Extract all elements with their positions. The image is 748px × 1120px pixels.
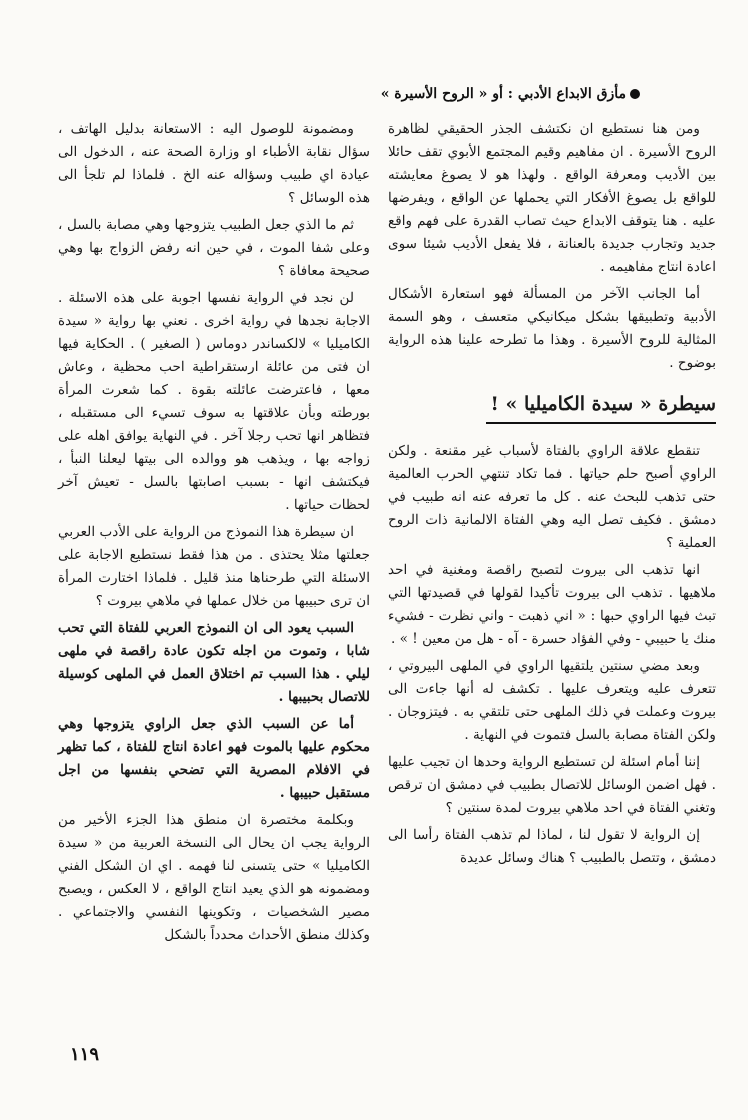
page-number: ١١٩ xyxy=(70,1044,100,1065)
section-heading: سيطرة « سيدة الكاميليا » ! xyxy=(486,393,716,424)
running-title: مأزق الابداع الأدبي : أو « الروح الأسيرة » xyxy=(380,86,626,102)
paragraph: وبعد مضي سنتين يلتقيها الراوي في الملهى البيروتي ، تتعرف عليه ويتعرف عليها . تكشف له أنها جاءت الى بيروت وعملت في ذلك الملهى حتى تلتقي به . فيتزوجان . ولكن الفتاة مصابة بالسل فتموت في النهاية . xyxy=(388,658,716,743)
paragraph: إن الرواية لا تقول لنا ، لماذا لم تذهب الفتاة رأسا الى دمشق ، وتتصل بالطبيب ؟ هناك وسائل عديدة xyxy=(388,827,716,866)
running-header xyxy=(300,86,640,102)
right-column xyxy=(388,118,716,874)
paragraph: لن نجد في الرواية نفسها اجوبة على هذه الاسئلة . الاجابة نجدها في رواية اخرى . نعني بها رواية « سيدة الكاميليا » لالكساندر دوماس ( الصغير ) . الحكاية فيها ان فتى من عائلة ارستقراطية احب محظية ، وعاش معها ، فاعترضت عائلته بقوة . كما شعرت المرأة بورطته وبأن علاقتها به سوف تسيء الى مستقبله ، فتظاهر انها تحب رجلا آخر . في النهاية يوافق اهله على زواجه بها ، ويذهب هو ووالده الى بيتها ليعلنا النبأ ، فيكتشف انها - بسبب اصابتها بالسل - تعيش آخر لحظات حياتها . xyxy=(58,290,370,513)
paragraph: ثم ما الذي جعل الطبيب يتزوجها وهي مصابة بالسل ، وعلى شفا الموت ، في حين انه رفض الزواج بها وهي صحيحة معافاة ؟ xyxy=(58,217,370,279)
paragraph: ومضمونة للوصول اليه : الاستعانة بدليل الهاتف ، سؤال نقابة الأطباء او وزارة الصحة عنه ، الدخول الى عيادة اي طبيب وسؤاله عنه الخ . فلماذا لم تلجأ الى هذه الوسائل ؟ xyxy=(58,121,370,206)
paragraph: ان سيطرة هذا النموذج من الرواية على الأدب العربي جعلتها مثلا يحتذى . من هذا فقط نستطيع الاجابة على الاسئلة التي طرحناها منذ قليل . فلماذا اختارت المرأة ان ترى حبيبها من خلال عملها في ملاهي بيروت ؟ xyxy=(58,524,370,609)
paragraph: أما الجانب الآخر من المسألة فهو استعارة الأشكال الأدبية وتطبيقها بشكل ميكانيكي متعسف ، وهو السمة المثالية للروح الأسيرة . وهذا ما تطرحه علينا هذه الرواية بوضوح . xyxy=(388,286,716,371)
paragraph: تنقطع علاقة الراوي بالفتاة لأسباب غير مقنعة . ولكن الراوي أصبح حلم حياتها . فما تكاد تنتهي الحرب العالمية حتى تذهب للبحث عنه . كل ما تعرفه عنه انه طبيب في دمشق . فكيف تصل اليه وهي الفتاة الالمانية ذات الروح العملية ؟ xyxy=(388,443,716,551)
paragraph: أما عن السبب الذي جعل الراوي يتزوجها وهي محكوم عليها بالموت فهو اعادة انتاج للفتاة ، كما تظهر في الافلام المصرية التي تضحي بنفسها من اجل مستقبل حبيبها . xyxy=(58,716,370,801)
bullet-icon xyxy=(630,89,640,99)
paragraph: وبكلمة مختصرة ان منطق هذا الجزء الأخير من الرواية يجب ان يحال الى النسخة العربية من « سيدة الكاميليا » حتى يتسنى لنا فهمه . اي ان الشكل الفني ومضمونه هو الذي يعيد انتاج الواقع ، لا العكس ، ويصبح مصير الشخصيات ، وتكوينها النفسي والاجتماعي . وكذلك منطق الأحداث محدداً بالشكل xyxy=(58,812,370,943)
paragraph: ومن هنا نستطيع ان نكتشف الجذر الحقيقي لظاهرة الروح الأسيرة . ان مفاهيم وقيم المجتمع الأبوي تقف حائلا بين الأديب ومعرفة الواقع . ولهذا هو لا يصوغ معايشته للواقع بل يصوغ الأفكار التي يحملها عن الواقع ، ويفرضها عليه . هنا يتوقف الابداع حيث تصاب القدرة على فهم واقع جديد وتجارب جديدة بالعنانة ، فلا يفعل الأديب شيئا سوى اعادة انتاج مفاهيمه . xyxy=(388,121,716,275)
paragraph: انها تذهب الى بيروت لتصبح راقصة ومغنية في احد ملاهيها . تذهب الى بيروت تأكيدا لقولها في قصيدتها التي تبث فيها الراوي حبها : « اني ذهبت - واني نظرت - فشيء منك يا حبيبي - وفي الفؤاد حسرة - آه - هل من معين ! » . xyxy=(388,562,716,647)
paragraph: السبب يعود الى ان النموذج العربي للفتاة التي تحب شابا ، وتموت من اجله تكون عادة راقصة في ملهى ليلي . هذا السبب تم اختلاق العمل في الملهى كوسيلة للاتصال بحبيبها . xyxy=(58,620,370,705)
paragraph: إننا أمام اسئلة لن تستطيع الرواية وحدها ان تجيب عليها . فهل اضمن الوسائل للاتصال بطبيب في دمشق ان ترقص وتغني الفتاة في احد ملاهي بيروت لمدة سنتين ؟ xyxy=(388,754,716,816)
left-column xyxy=(58,118,370,951)
